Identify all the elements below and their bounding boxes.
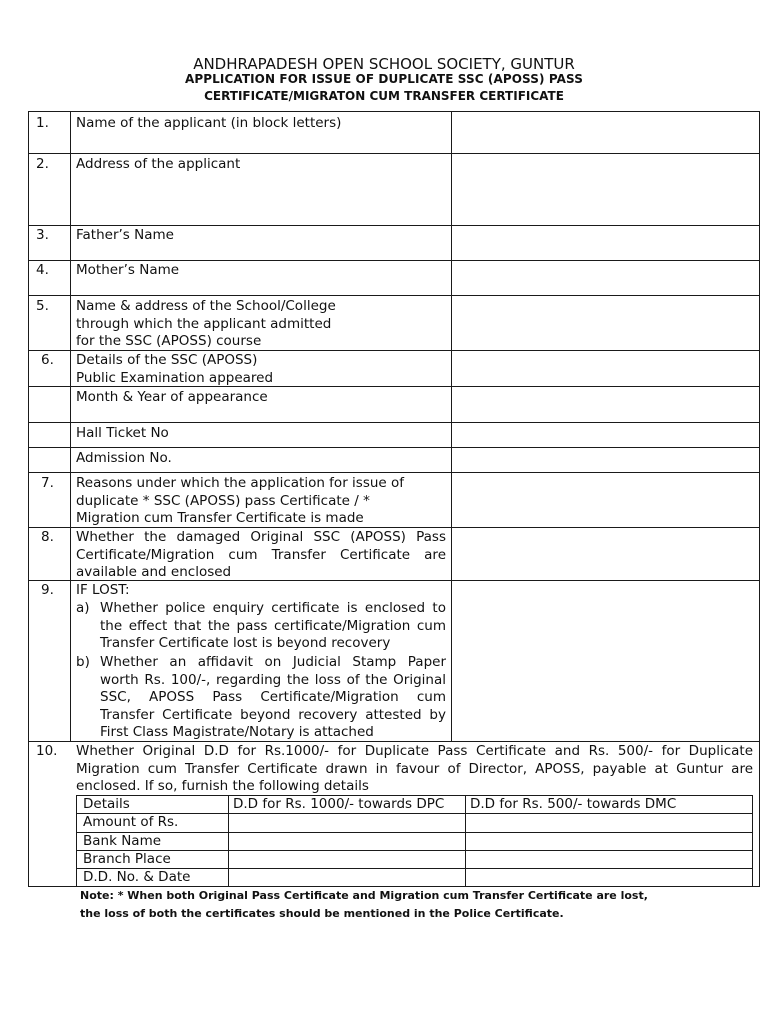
exam-details-field[interactable] bbox=[452, 351, 759, 386]
police-enquiry-label-line: Whether police enquiry certificate is enclosed to bbox=[100, 600, 446, 616]
form-title-line-2: CERTIFICATE/MIGRATON CUM TRANSFER CERTIFICATE bbox=[204, 89, 564, 103]
reasons-label-line: duplicate * SSC (APOSS) pass Certificate / * bbox=[76, 492, 370, 509]
affidavit-label-line: worth Rs. 100/-, regarding the loss of the Original bbox=[100, 671, 446, 688]
dd-amount-dpc-field[interactable] bbox=[229, 814, 465, 832]
list-marker: b) bbox=[76, 654, 90, 670]
applicant-name-label: Name of the applicant (in block letters) bbox=[76, 115, 342, 131]
dd-row-label-amount: Amount of Rs. bbox=[83, 814, 179, 830]
father-name-label: Father’s Name bbox=[76, 227, 174, 243]
admission-no-label: Admission No. bbox=[76, 450, 172, 466]
affidavit-label-line: SSC, APOSS Pass Certificate/Migration cum bbox=[100, 689, 446, 705]
damaged-certificate-label-line: Certificate/Migration cum Transfer Certificate are bbox=[76, 546, 446, 563]
dd-branch-dmc-field[interactable] bbox=[466, 851, 752, 868]
applicant-address-label: Address of the applicant bbox=[76, 156, 241, 172]
dd-bank-dmc-field[interactable] bbox=[466, 833, 752, 850]
admission-no-field[interactable] bbox=[452, 448, 759, 472]
row-number: 7. bbox=[41, 475, 54, 491]
father-name-field[interactable] bbox=[452, 226, 759, 260]
column-divider-number bbox=[70, 111, 71, 741]
row-number: 10. bbox=[36, 743, 58, 759]
if-lost-field[interactable] bbox=[452, 581, 759, 741]
dd-row-label-bank: Bank Name bbox=[83, 833, 162, 849]
row-number: 8. bbox=[41, 529, 54, 545]
note-line: the loss of both the certificates should be mentioned in the Police Certificate. bbox=[80, 907, 564, 920]
dd-bank-dpc-field[interactable] bbox=[229, 833, 465, 850]
police-enquiry-label-line: the effect that the pass certificate/Migration cum bbox=[100, 617, 446, 634]
dd-header-details: Details bbox=[83, 796, 130, 812]
note-line: Note: * When both Original Pass Certificate and Migration cum Transfer Certificate are lost, bbox=[80, 889, 648, 902]
dd-row-label-branch: Branch Place bbox=[83, 851, 171, 867]
dd-header-dpc: D.D for Rs. 1000/- towards DPC bbox=[233, 796, 445, 812]
reasons-field[interactable] bbox=[452, 473, 759, 527]
dd-branch-dpc-field[interactable] bbox=[229, 851, 465, 868]
hall-ticket-field[interactable] bbox=[452, 423, 759, 447]
demand-draft-label-line: Migration cum Transfer Certificate drawn in favour of Director, APOSS, payable at Guntur are bbox=[76, 760, 753, 777]
affidavit-label-line: Transfer Certificate beyond recovery attested by bbox=[100, 706, 446, 723]
hall-ticket-label: Hall Ticket No bbox=[76, 425, 169, 441]
row-number: 2. bbox=[36, 156, 49, 172]
row-number: 3. bbox=[36, 227, 49, 243]
police-enquiry-label-line: Transfer Certificate lost is beyond recovery bbox=[100, 635, 391, 651]
list-marker: a) bbox=[76, 600, 90, 616]
row-number: 1. bbox=[36, 115, 49, 131]
form-title-organization: ANDHRAPADESH OPEN SCHOOL SOCIETY, GUNTUR bbox=[193, 55, 575, 73]
school-label-line: for the SSC (APOSS) course bbox=[76, 333, 262, 349]
demand-draft-label-line: Whether Original D.D for Rs.1000/- for Duplicate Pass Certificate and Rs. 500/- for Duplicate bbox=[76, 743, 753, 759]
school-label-line: Name & address of the School/College bbox=[76, 298, 336, 314]
reasons-label-line: Reasons under which the application for issue of bbox=[76, 475, 405, 491]
damaged-certificate-field[interactable] bbox=[452, 528, 759, 580]
row-number: 6. bbox=[41, 352, 54, 368]
affidavit-label-line: First Class Magistrate/Notary is attached bbox=[100, 724, 374, 740]
form-title-line-1: APPLICATION FOR ISSUE OF DUPLICATE SSC (APOSS) PASS bbox=[184, 72, 583, 86]
mother-name-label: Mother’s Name bbox=[76, 262, 180, 278]
damaged-certificate-label-line: available and enclosed bbox=[76, 564, 232, 580]
applicant-name-field[interactable] bbox=[452, 112, 759, 153]
exam-details-label-line: Details of the SSC (APOSS) bbox=[76, 352, 258, 368]
applicant-address-field[interactable] bbox=[452, 154, 759, 225]
reasons-label-line: Migration cum Transfer Certificate is made bbox=[76, 510, 364, 526]
exam-details-label-line: Public Examination appeared bbox=[76, 369, 274, 386]
dd-row-label-number-date: D.D. No. & Date bbox=[83, 869, 191, 885]
row-number: 9. bbox=[41, 582, 54, 598]
dd-col-divider bbox=[76, 795, 77, 886]
damaged-certificate-label-line: Whether the damaged Original SSC (APOSS) Pass bbox=[76, 529, 446, 545]
dd-header-dmc: D.D for Rs. 500/- towards DMC bbox=[470, 796, 677, 812]
dd-col-divider bbox=[752, 795, 753, 886]
affidavit-label-line: Whether an affidavit on Judicial Stamp Paper bbox=[100, 654, 446, 670]
mother-name-field[interactable] bbox=[452, 261, 759, 295]
dd-number-date-dpc-field[interactable] bbox=[229, 869, 465, 886]
demand-draft-label-line: enclosed. If so, furnish the following details bbox=[76, 778, 369, 794]
table-border-right bbox=[759, 111, 760, 887]
month-year-field[interactable] bbox=[452, 387, 759, 422]
dd-number-date-dmc-field[interactable] bbox=[466, 869, 752, 886]
school-college-field[interactable] bbox=[452, 296, 759, 350]
table-border-left bbox=[28, 111, 29, 887]
dd-amount-dmc-field[interactable] bbox=[466, 814, 752, 832]
school-label-line: through which the applicant admitted bbox=[76, 315, 332, 332]
row-number: 4. bbox=[36, 262, 49, 278]
if-lost-heading: IF LOST: bbox=[76, 582, 130, 598]
row-number: 5. bbox=[36, 298, 49, 314]
month-year-label: Month & Year of appearance bbox=[76, 389, 268, 405]
